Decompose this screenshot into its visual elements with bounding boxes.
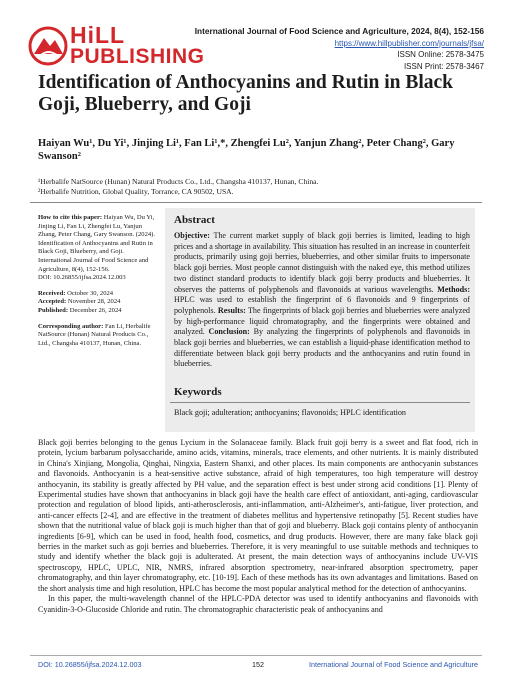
cite-doi: DOI: 10.26855/ijfsa.2024.12.003 (38, 274, 126, 282)
brand-name-line1: HiLL (70, 22, 126, 48)
keywords-heading: Keywords (174, 386, 222, 398)
keywords-divider (170, 402, 470, 403)
brand-name-line2: PUBLISHING (70, 45, 205, 68)
citation-block (38, 214, 158, 283)
accepted-label: Accepted: (38, 298, 67, 306)
results-label: Results: (217, 305, 246, 315)
issn-online: ISSN Online: 2578-3475 (397, 50, 484, 59)
accepted-date: November 28, 2024 (67, 298, 121, 306)
conclusion-text: By analyzing the fingerprints of polyphenols and flavonoids in black goji berries and blueberries, we can establish a liquid-phase identification method to differentiate between black goji berry products and the anthocyanins and rutin found in blueberries. (174, 327, 470, 369)
published-label: Published: (38, 306, 69, 314)
corr-text: Fan Li, Herbalife NatSource (Hunan) Natural Products Co., Ltd., Changsha 410137, Hunan, China. (38, 322, 151, 347)
abstract-text (174, 231, 470, 370)
body-paragraph-1: Black goji berries belonging to the genus Lycium in the Solanaceae family. Black fruit goji berry is a sweet and flat food, rich in protein, lycium barbarum polysaccharide, amino acids, vitamins, minerals, trace elements, and other nutrients. It is mainly distributed in China's Xinjiang, Mongolia, Qinghai, Ningxia, Eastern Shanxi, and other places. Its main components are anthocyanin substances and flavonoids. Anthocyanin is a heat-sensitive active substance, afraid of high temperatures, too high temperature will destroy anthocyanin, its stability is greatly affected by PH value, and the separation effect is best under strong acid conditions [1]. Plenty of Experimental studies have shown that anthocyanins in black goji have the health care effect of antioxidant, anti-aging, cardiovascular protection and regulation of blood lipids, anti-atherosclerosis, anti-inflammation, anti-Alzheimer's, anti-fatigue, liver protection, and anti-cancer effects [2-4], and are effective in the treatment of diabetes mellitus and hypertensive retinopathy [5]. Recent studies have shown that the nutritional value of black goji is much higher than that of goji and blueberry. Black goji contains plenty of anthocyanin ingredients [6-9], which can be used in food, health food, cosmetics, and drug products. However, there are many fake black goji berries in the market such as goji berries and blueberries. Therefore, it is very meaningful to use suitable methods and techniques to study and identify whether the black goji is adulterated. At present, the main detection ways of anthocyanins include UV-VIS spectroscopy, HPLC, UPLC, NIR, NMRS, infrared absorption spectrometry, near-infrared absorption spectrometry, paper chromatography, and thin layer chromatography, etc. [10-19]. Each of these methods has its own advantages and limitations. Based on the short analysis time and high resolution, HPLC has become the most popular analytical method for the detection of anthocyanins. (38, 438, 478, 593)
published-date: December 26, 2024 (69, 306, 122, 314)
affiliations (38, 177, 478, 197)
received-date: October 30, 2024 (67, 289, 114, 297)
abstract-heading: Abstract (174, 214, 215, 226)
affiliation-2: ²Herbalife Nutrition, Global Quality, Torrance, CA 90502, USA. (38, 187, 234, 196)
body-paragraph-2: In this paper, the multi-wavelength channel of the HPLC-PDA detector was used to identify anthocyanins and flavonoids with Cyanidin-3-O-Glucoside Chloride and rutin. The chromatographic characteristic peak of anthocyanins and (38, 594, 478, 614)
page-number: 152 (252, 660, 264, 669)
hill-logo-icon (28, 24, 68, 68)
cite-text: Haiyan Wu, Du Yi, Jinjing Li, Fan Li, Zhengfei Lu, Yanjun Zhang, Peter Chang, Gary Swanson. (2024). Identification of Anthocyanins and Rutin in Black Goji, Blueberry, and Goji. International Journal of Food Science and Agriculture, 8(4), 152-156. (38, 214, 156, 273)
journal-url-link[interactable]: https://www.hillpublisher.com/journals/jfsa/ (334, 38, 484, 48)
methods-text: HPLC was used to establish the fingerprint of 6 flavonoids and 9 fingerprints of polyphenols. (174, 295, 470, 315)
objective-label: Objective: (174, 231, 210, 240)
body-text (38, 438, 478, 615)
objective-text: The current market supply of black goji berries is limited, leading to high prices and a shortage in availability. This situation has resulted in an increase in counterfeit products, primarily using goji berries, blueberries, and other similar fruits to impersonate black goji berries. Most people cannot distinguish with the naked eye, this method utilizes two distinct standard products to identify black goji berry products and blueberries. It observes the patterns of polyphenols and flavonoids at various wavelengths. (174, 231, 470, 294)
issn-print: ISSN Print: 2578-3467 (403, 61, 484, 71)
journal-citation: International Journal of Food Science and Agriculture, 2024, 8(4), 152-156 (194, 26, 484, 36)
corresponding-author-block (38, 323, 158, 349)
journal-header (195, 26, 484, 72)
article-info-sidebar (38, 214, 158, 355)
author-list: Haiyan Wu¹, Du Yi¹, Jinjing Li¹, Fan Li¹,*, Zhengfei Lu², Yanjun Zhang², Peter Chang², Gary Swanson² (38, 138, 455, 162)
dates-block (38, 290, 158, 316)
affiliation-1: ¹Herbalife NatSource (Hunan) Natural Products Co., Ltd., Changsha 410137, Hunan, China. (38, 177, 319, 186)
footer-journal-name: International Journal of Food Science and Agriculture (308, 660, 478, 669)
results-text: The fingerprints of black goji berries and blueberries were analyzed by high-performance liquid chromatography, and the fingerprints were obtained and analyzed. (174, 305, 470, 337)
conclusion-label: Conclusion: (208, 327, 250, 337)
paper-title: Identification of Anthocyanins and Rutin in Black Goji, Blueberry, and Goji (38, 72, 454, 115)
footer-doi-link[interactable]: DOI: 10.26855/ijfsa.2024.12.003 (38, 660, 142, 669)
keywords-text: Black goji; adulteration; anthocyanins; flavonoids; HPLC identification (174, 408, 406, 417)
received-label: Received: (38, 289, 66, 297)
publisher-logo (28, 20, 205, 80)
cite-label: How to cite this paper: (38, 214, 103, 221)
footer-divider (30, 655, 482, 656)
header-divider (30, 202, 482, 203)
corr-label: Corresponding author: (38, 322, 104, 330)
methods-label: Methods: (437, 284, 471, 294)
